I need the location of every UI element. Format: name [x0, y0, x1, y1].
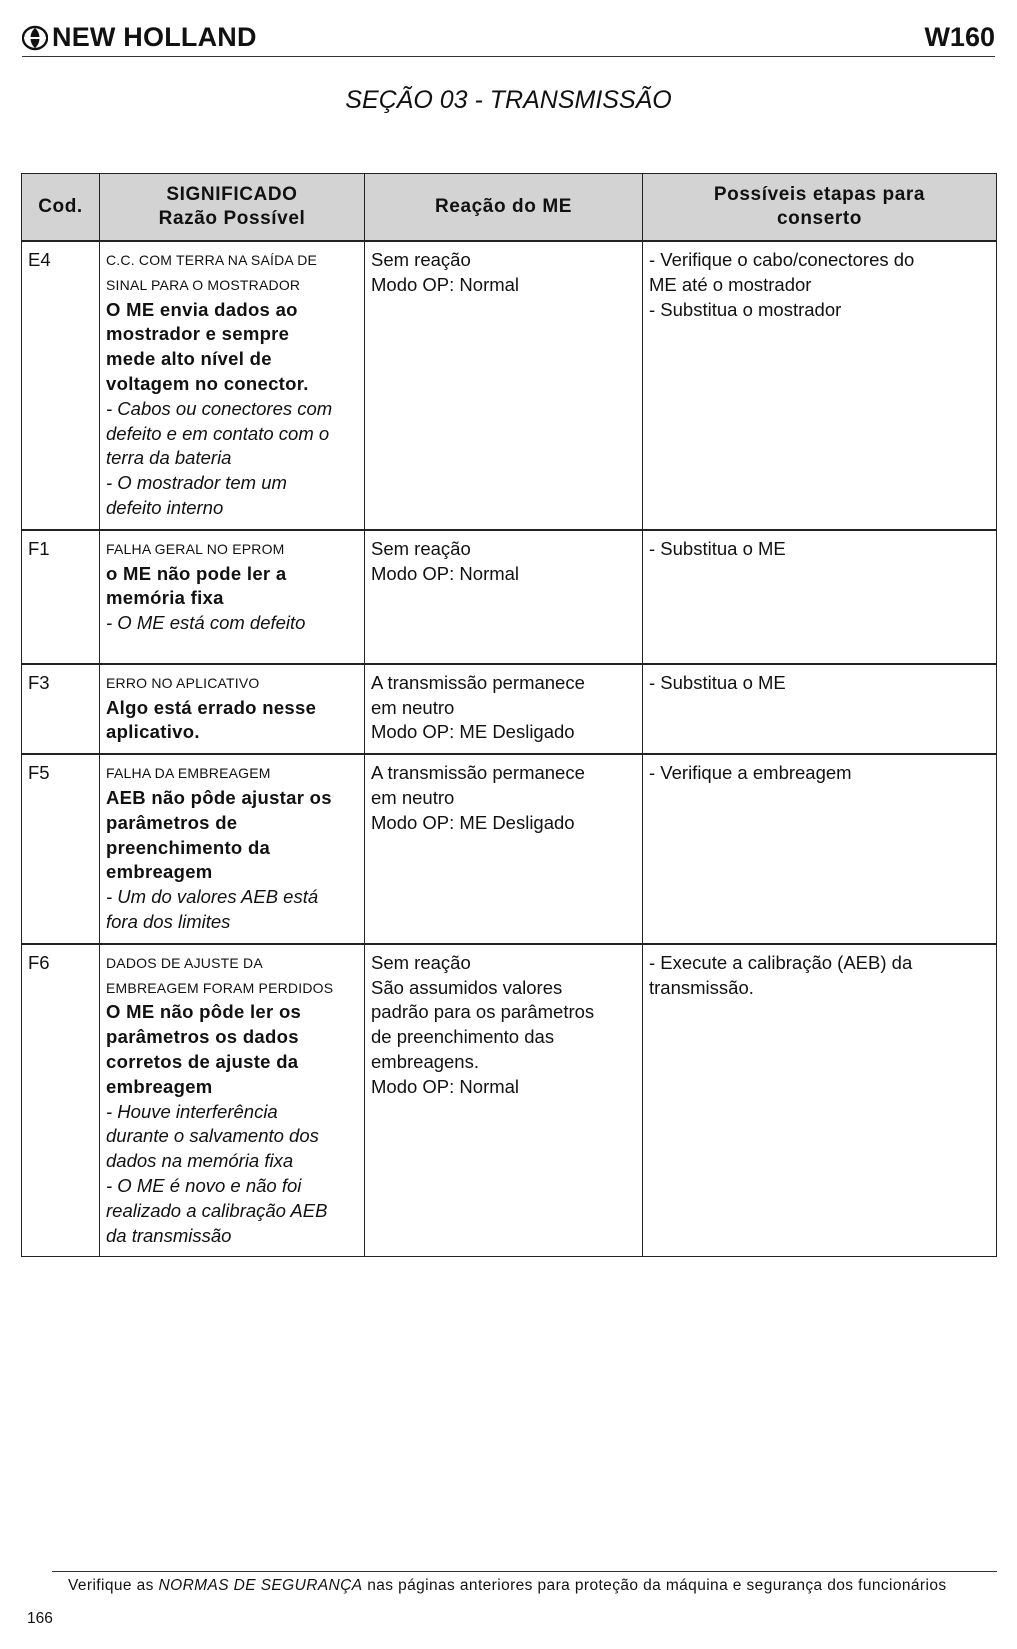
meaning-description: O ME não pôde ler os: [106, 1001, 302, 1023]
meaning-description: preenchimento da: [106, 836, 271, 858]
meaning-caption: C.C. COM TERRA NA SAÍDA DE: [106, 252, 318, 268]
repair-step: transmissão.: [649, 976, 754, 998]
possible-cause: da transmissão: [106, 1224, 232, 1246]
repair-step: - Substitua o ME: [649, 537, 786, 559]
reaction-line: Sem reação: [371, 537, 471, 559]
meaning-caption: FALHA DA EMBREAGEM: [106, 765, 271, 782]
table-row: [22, 664, 997, 754]
meaning-description: voltagem no conector.: [106, 372, 309, 394]
meaning-cell: [100, 754, 365, 944]
possible-cause: durante o salvamento dos: [106, 1125, 319, 1147]
reaction-cell: [365, 944, 643, 1257]
footer-divider: [52, 1571, 997, 1572]
meaning-description: parâmetros os dados: [106, 1026, 299, 1048]
repair-steps-cell: [643, 241, 997, 530]
table-row: [22, 754, 997, 944]
diagnostic-table: [21, 173, 997, 1257]
error-code: F1: [22, 530, 100, 664]
repair-step: - Substitua o mostrador: [649, 298, 842, 320]
footer-note: Verifique as NORMAS DE SEGURANÇA nas páginas anteriores para proteção da máquina e segurança dos funcionários: [68, 1577, 947, 1594]
possible-cause: defeito interno: [106, 496, 224, 518]
error-code: E4: [22, 241, 100, 530]
possible-cause: fora dos limites: [106, 910, 231, 932]
reaction-line: Modo OP: Normal: [371, 562, 520, 584]
column-header-steps: Possíveis etapas para conserto: [643, 174, 997, 242]
possible-cause: - Um do valores AEB está: [106, 886, 319, 908]
meaning-caption: DADOS DE AJUSTE DA: [106, 954, 263, 971]
column-header-code: Cod.: [22, 174, 100, 242]
meaning-cell: [100, 664, 365, 754]
meaning-cell: [100, 944, 365, 1257]
reaction-line: em neutro: [371, 696, 455, 718]
possible-cause: dados na memória fixa: [106, 1150, 294, 1172]
reaction-line: padrão para os parâmetros: [371, 1001, 595, 1023]
meaning-caption: SINAL PARA O MOSTRADOR: [106, 276, 301, 293]
reaction-line: A transmissão permanece: [371, 762, 585, 784]
error-code: F6: [22, 944, 100, 1257]
column-header-meaning: SIGNIFICADO Razão Possível: [100, 174, 365, 242]
possible-cause: - O mostrador tem um: [106, 472, 287, 494]
error-code: F5: [22, 754, 100, 944]
brand-name: NEW HOLLAND: [52, 22, 257, 52]
section-title: SEÇÃO 03 - TRANSMISSÃO: [345, 86, 672, 114]
meaning-cell: [100, 241, 365, 530]
meaning-description: mede alto nível de: [106, 348, 272, 370]
meaning-description: aplicativo.: [106, 721, 200, 743]
reaction-line: Modo OP: Normal: [371, 273, 520, 295]
page-number: 166: [27, 1610, 53, 1627]
meaning-description: embreagem: [106, 1075, 213, 1097]
meaning-description: mostrador e sempre: [106, 323, 290, 345]
table-row: [22, 944, 997, 1257]
repair-steps-cell: [643, 754, 997, 944]
possible-cause: - Cabos ou conectores com: [106, 397, 333, 419]
repair-step: - Verifique o cabo/conectores do: [649, 249, 915, 270]
possible-cause: - Houve interferência: [106, 1100, 278, 1122]
reaction-line: São assumidos valores: [371, 976, 563, 998]
repair-steps-cell: [643, 664, 997, 754]
possible-cause: defeito e em contato com o: [106, 422, 330, 444]
reaction-cell: [365, 754, 643, 944]
possible-cause: - O ME está com defeito: [106, 612, 306, 634]
reaction-line: A transmissão permanece: [371, 671, 585, 693]
reaction-cell: [365, 664, 643, 754]
table-header-row: [22, 174, 997, 242]
page-header: [22, 20, 995, 57]
brand-logo: [22, 22, 257, 53]
possible-cause: realizado a calibração AEB: [106, 1199, 328, 1221]
reaction-line: Modo OP: Normal: [371, 1075, 520, 1097]
table-body: [22, 241, 997, 1257]
possible-cause: - O ME é novo e não foi: [106, 1174, 302, 1196]
column-header-reaction: Reação do ME: [365, 174, 643, 242]
possible-cause: terra da bateria: [106, 447, 232, 469]
model-name: W160: [924, 22, 995, 52]
reaction-line: embreagens.: [371, 1050, 479, 1072]
meaning-description: Algo está errado nesse: [106, 696, 317, 718]
repair-step: - Execute a calibração (AEB) da: [649, 951, 913, 973]
meaning-caption: FALHA GERAL NO EPROM: [106, 540, 285, 557]
repair-steps-cell: [643, 530, 997, 664]
meaning-description: o ME não pode ler a: [106, 562, 287, 584]
error-code: F3: [22, 664, 100, 754]
reaction-cell: [365, 530, 643, 664]
reaction-line: de preenchimento das: [371, 1026, 555, 1048]
meaning-description: memória fixa: [106, 587, 224, 609]
table-row: [22, 241, 997, 530]
meaning-description: embreagem: [106, 861, 213, 883]
reaction-line: Modo OP: ME Desligado: [371, 721, 575, 743]
reaction-line: Modo OP: ME Desligado: [371, 811, 575, 833]
meaning-description: parâmetros de: [106, 811, 238, 833]
reaction-line: em neutro: [371, 786, 455, 808]
new-holland-leaf-icon: [22, 25, 48, 51]
repair-step: - Verifique a embreagem: [649, 762, 852, 784]
meaning-caption: EMBREAGEM FORAM PERDIDOS: [106, 979, 334, 996]
repair-step: - Substitua o ME: [649, 671, 786, 693]
meaning-cell: [100, 530, 365, 664]
reaction-line: Sem reação: [371, 951, 471, 973]
table-row: [22, 530, 997, 664]
meaning-description: AEB não pôde ajustar os: [106, 786, 332, 808]
safety-emphasis: NORMAS DE SEGURANÇA: [158, 1577, 363, 1594]
reaction-line: Sem reação: [371, 249, 471, 270]
meaning-description: O ME envia dados ao: [106, 298, 298, 320]
meaning-description: corretos de ajuste da: [106, 1050, 299, 1072]
repair-steps-cell: [643, 944, 997, 1257]
repair-step: ME até o mostrador: [649, 273, 812, 295]
meaning-caption: ERRO NO APLICATIVO: [106, 674, 260, 691]
reaction-cell: [365, 241, 643, 530]
